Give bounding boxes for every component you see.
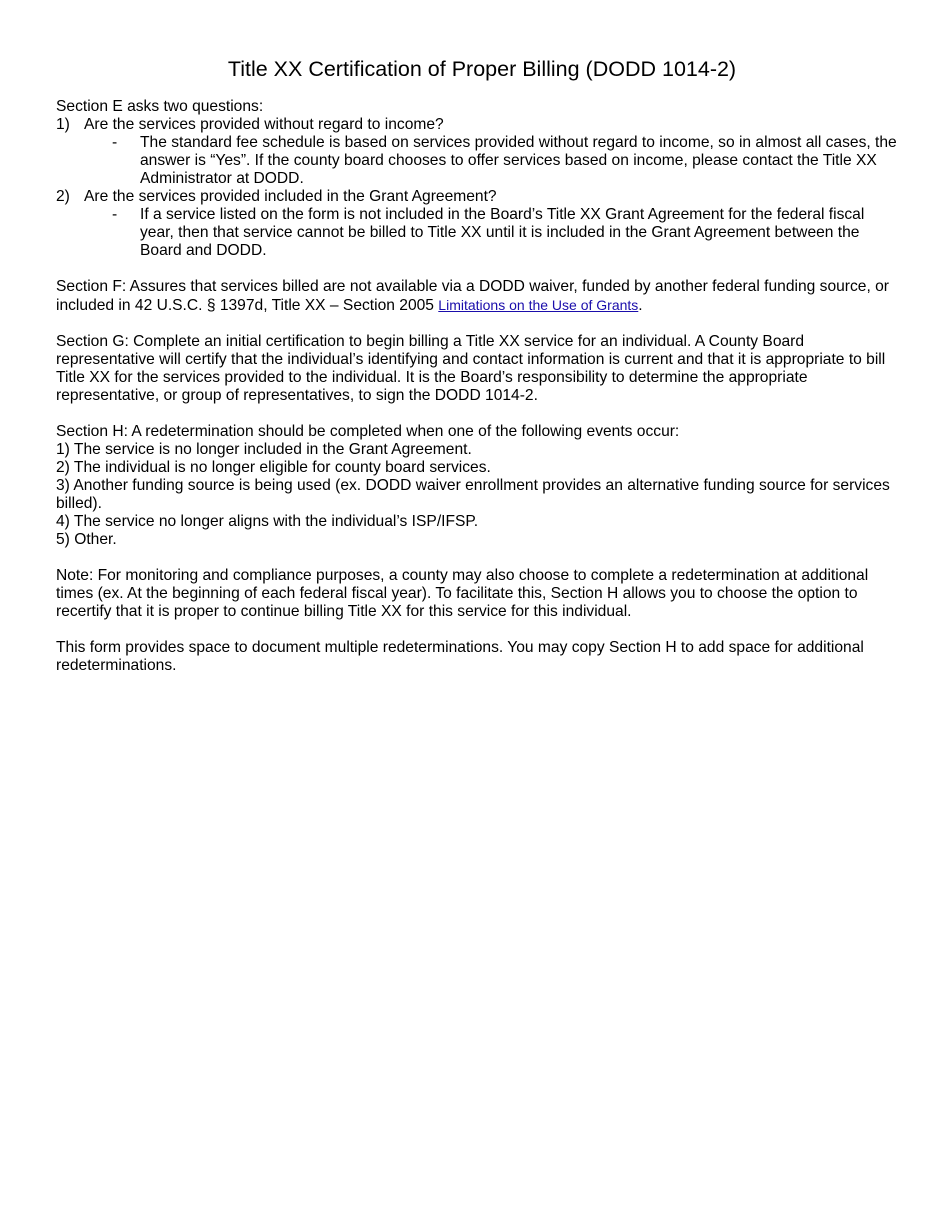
detail-text: The standard fee schedule is based on services provided without regard to income, so in almost all cases, the answer is “Yes”. If the county board chooses to offer services based on income, please contact the Title XX Administrator at DODD.	[140, 134, 897, 187]
question-1	[56, 116, 898, 134]
list-item: 5) Other.	[56, 531, 117, 548]
section-f	[56, 278, 898, 315]
closing-paragraph: This form provides space to document multiple redeterminations. You may copy Section H to add space for additional redeterminations.	[56, 639, 864, 674]
list-item: 2) The individual is no longer eligible for county board services.	[56, 459, 491, 476]
section-f-text: Section F: Assures that services billed are not available via a DODD waiver, funded by another federal funding source, or included in 42 U.S.C. § 1397d, Title XX – Section 2005	[56, 278, 889, 314]
note-paragraph: Note: For monitoring and compliance purposes, a county may also choose to complete a redetermination at additional times (ex. At the beginning of each federal fiscal year). To facilitate this, Section H allows you to choose the option to recertify that it is proper to continue billing Title XX for this service for this individual.	[56, 567, 869, 620]
list-item: 4) The service no longer aligns with the individual’s ISP/IFSP.	[56, 513, 479, 530]
section-h	[56, 423, 898, 549]
question-2-detail	[56, 206, 898, 260]
question-number: 1)	[56, 116, 70, 133]
page-title: Title XX Certification of Proper Billing (DODD 1014-2)	[227, 57, 737, 81]
document-page	[56, 56, 898, 693]
section-f-end: .	[638, 297, 643, 314]
question-number: 2)	[56, 188, 70, 205]
question-text: Are the services provided without regard to income?	[84, 116, 444, 133]
section-h-intro: Section H: A redetermination should be completed when one of the following events occur:	[56, 423, 680, 440]
bullet-dash: -	[112, 134, 118, 151]
limitations-link[interactable]: Limitations on the Use of Grants	[438, 297, 639, 313]
section-g: Section G: Complete an initial certification to begin billing a Title XX service for an individual. A County Board representative will certify that the individual’s identifying and contact information is current and that it is appropriate to bill Title XX for the services provided to the individual. It is the Board’s responsibility to determine the appropriate representative, or group of representatives, to sign the DODD 1014-2.	[56, 333, 886, 404]
question-text: Are the services provided included in the Grant Agreement?	[84, 188, 497, 205]
question-2	[56, 188, 898, 206]
list-item: 3) Another funding source is being used (ex. DODD waiver enrollment provides an alternative funding source for services billed).	[56, 477, 890, 512]
question-1-detail	[56, 134, 898, 188]
list-item: 1) The service is no longer included in the Grant Agreement.	[56, 441, 472, 458]
detail-text: If a service listed on the form is not included in the Board’s Title XX Grant Agreement for the federal fiscal year, then that service cannot be billed to Title XX until it is included in the Grant Agreement between the Board and DODD.	[140, 206, 865, 259]
bullet-dash: -	[112, 206, 118, 223]
section-e-intro: Section E asks two questions:	[56, 98, 264, 115]
section-e	[56, 98, 898, 260]
